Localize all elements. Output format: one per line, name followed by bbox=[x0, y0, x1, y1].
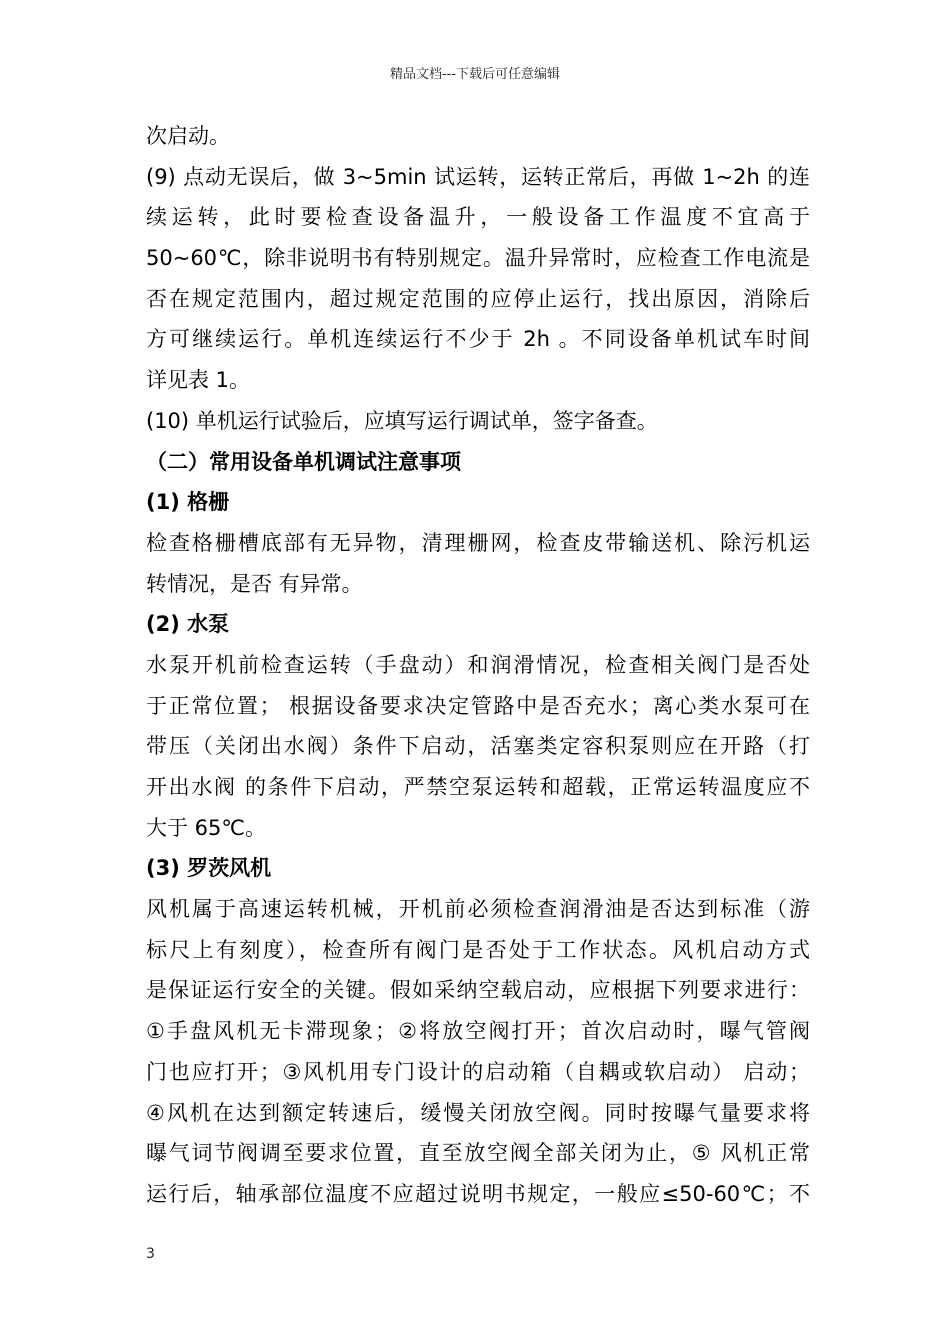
paragraph-line: 50~60℃，除非说明书有特别规定。温升异常时，应检查工作电流是 bbox=[146, 246, 810, 271]
paragraph-line: 风机属于高速运转机械，开机前必须检查润滑油是否达到标准（游 bbox=[146, 897, 810, 922]
paragraph-line: 曝气词节阀调至要求位置，直至放空阀全部关闭为止，⑤ 风机正常 bbox=[146, 1141, 810, 1166]
section-heading: （二）常用设备单机调试注意事项 bbox=[146, 449, 461, 474]
section-heading: (2) 水泵 bbox=[146, 612, 230, 637]
paragraph-line: 标尺上有刻度），检查所有阀门是否处于工作状态。风机启动方式 bbox=[146, 937, 810, 962]
section-heading: (3) 罗茨风机 bbox=[146, 856, 272, 881]
paragraph-line: 转情况，是否 有异常。 bbox=[146, 571, 363, 596]
paragraph-line: 带压（关闭出水阀）条件下启动，活塞类定容积泵则应在开路（打 bbox=[146, 734, 810, 759]
paragraph-line: 运行后，轴承部位温度不应超过说明书规定，一般应≤50-60℃；不 bbox=[146, 1181, 810, 1206]
paragraph-line: (9) 点动无误后，做 3~5min 试运转，运转正常后，再做 1~2h 的连 bbox=[146, 164, 810, 189]
paragraph-line: 否在规定范围内，超过规定范围的应停止运行，找出原因，消除后 bbox=[146, 286, 810, 311]
paragraph-line: 方可继续运行。单机连续运行不少于 2h 。不同设备单机试车时间 bbox=[146, 327, 810, 352]
paragraph-line: ①手盘风机无卡滞现象；②将放空阀打开；首次启动时，曝气管阀 bbox=[146, 1019, 810, 1044]
document-body bbox=[146, 116, 810, 1215]
paragraph-line: 次启动。 bbox=[146, 124, 230, 148]
paragraph-line: 是保证运行安全的关键。假如采纳空载启动，应根据下列要求进行： bbox=[146, 978, 810, 1003]
section-heading: (1) 格栅 bbox=[146, 490, 230, 515]
paragraph-line: 大于 65℃。 bbox=[146, 815, 266, 840]
paragraph-line: (10) 单机运行试验后，应填写运行调试单，签字备查。 bbox=[146, 408, 658, 433]
paragraph-line: 水泵开机前检查运转（手盘动）和润滑情况，检查相关阀门是否处 bbox=[146, 652, 810, 677]
paragraph-line: 检查格栅槽底部有无异物，清理栅网，检查皮带输送机、除污机运 bbox=[146, 530, 810, 555]
paragraph-line: 于正常位置； 根据设备要求决定管路中是否充水；离心类水泵可在 bbox=[146, 693, 810, 718]
paragraph-line: ④风机在达到额定转速后，缓慢关闭放空阀。同时按曝气量要求将 bbox=[146, 1100, 810, 1125]
page-number: 3 bbox=[146, 1246, 155, 1262]
paragraph-line: 门也应打开；③风机用专门设计的启动箱（自耦或软启动） 启动； bbox=[146, 1059, 810, 1084]
paragraph-line: 详见表 1。 bbox=[146, 368, 251, 393]
page-header: 精品文档---下载后可任意编辑 bbox=[389, 67, 561, 82]
paragraph-line: 续运转，此时要检查设备温升，一般设备工作温度不宜高于 bbox=[146, 205, 810, 230]
paragraph-line: 开出水阀 的条件下启动，严禁空泵运转和超载，正常运转温度应不 bbox=[146, 775, 810, 799]
